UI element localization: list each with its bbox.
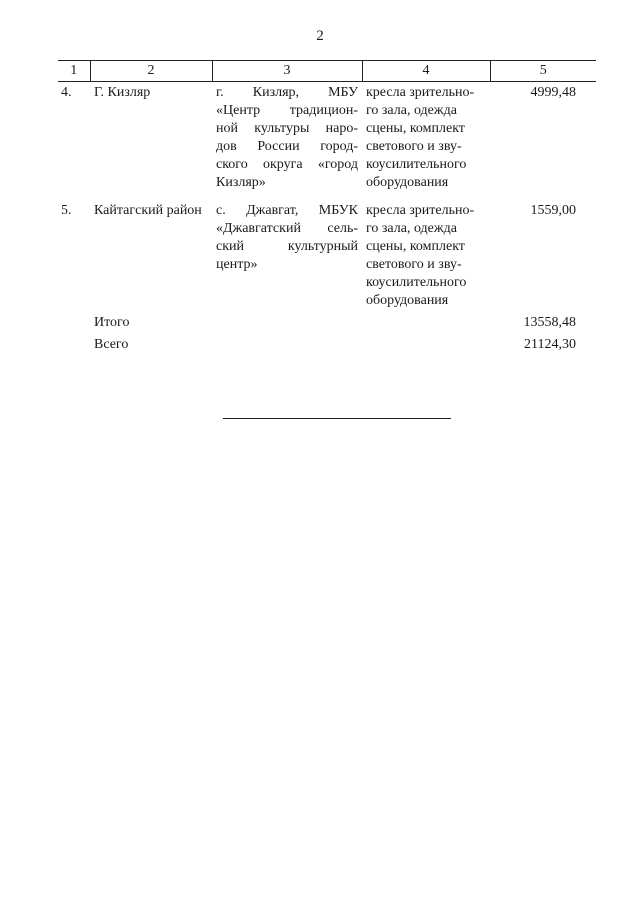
equipment-line: сцены, комплект [366, 239, 465, 254]
institution-cell [212, 192, 362, 310]
column-header: 5 [490, 61, 596, 82]
row-number: 4. [61, 85, 72, 100]
closing-rule [223, 418, 451, 419]
table-row [58, 192, 596, 310]
equipment-line: оборудования [366, 293, 449, 308]
equipment-cell [362, 192, 490, 310]
subtotal-value: 13558,48 [523, 315, 576, 330]
equipment-line: кресла зрительно- [366, 203, 475, 218]
institution-line: центр» [216, 257, 258, 272]
institution-line: дов России город- [216, 139, 358, 154]
table-row [58, 82, 596, 193]
equipment-line: кресла зрительно- [366, 85, 475, 100]
equipment-line: сцены, комплект [366, 121, 465, 136]
table-header-row [58, 61, 596, 82]
district-cell: Кайтагский район [94, 203, 202, 218]
institution-line: ский культурный [216, 239, 358, 254]
column-header: 1 [58, 61, 90, 82]
total-label: Всего [94, 337, 129, 352]
amount-cell: 4999,48 [530, 85, 576, 100]
institution-line: «Джавгатский сель- [216, 221, 358, 236]
equipment-cell [362, 82, 490, 193]
equipment-line: го зала, одежда [366, 221, 457, 236]
equipment-line: коусилительного [366, 157, 467, 172]
institution-cell [212, 82, 362, 193]
equipment-line: го зала, одежда [366, 103, 457, 118]
equipment-line: коусилительного [366, 275, 467, 290]
equipment-line: оборудования [366, 175, 449, 190]
amount-cell: 1559,00 [530, 203, 576, 218]
column-header: 4 [362, 61, 490, 82]
institution-line: ной культуры наро- [216, 121, 358, 136]
column-header: 2 [90, 61, 212, 82]
subtotal-label: Итого [94, 315, 130, 330]
row-number: 5. [61, 203, 72, 218]
institution-line: г. Кизляр, МБУ [216, 85, 358, 100]
subtotal-row [58, 310, 596, 332]
institution-line: Кизляр» [216, 175, 266, 190]
page-number: 2 [316, 28, 324, 44]
allocation-table [58, 60, 596, 354]
institution-line: «Центр традицион- [216, 103, 358, 118]
column-header: 3 [212, 61, 362, 82]
district-cell: Г. Кизляр [94, 85, 151, 100]
equipment-line: светового и зву- [366, 257, 462, 272]
total-value: 21124,30 [524, 337, 576, 352]
equipment-line: светового и зву- [366, 139, 462, 154]
total-row [58, 332, 596, 354]
institution-line: с. Джавгат, МБУК [216, 203, 358, 218]
institution-line: ского округа «город [216, 157, 358, 172]
